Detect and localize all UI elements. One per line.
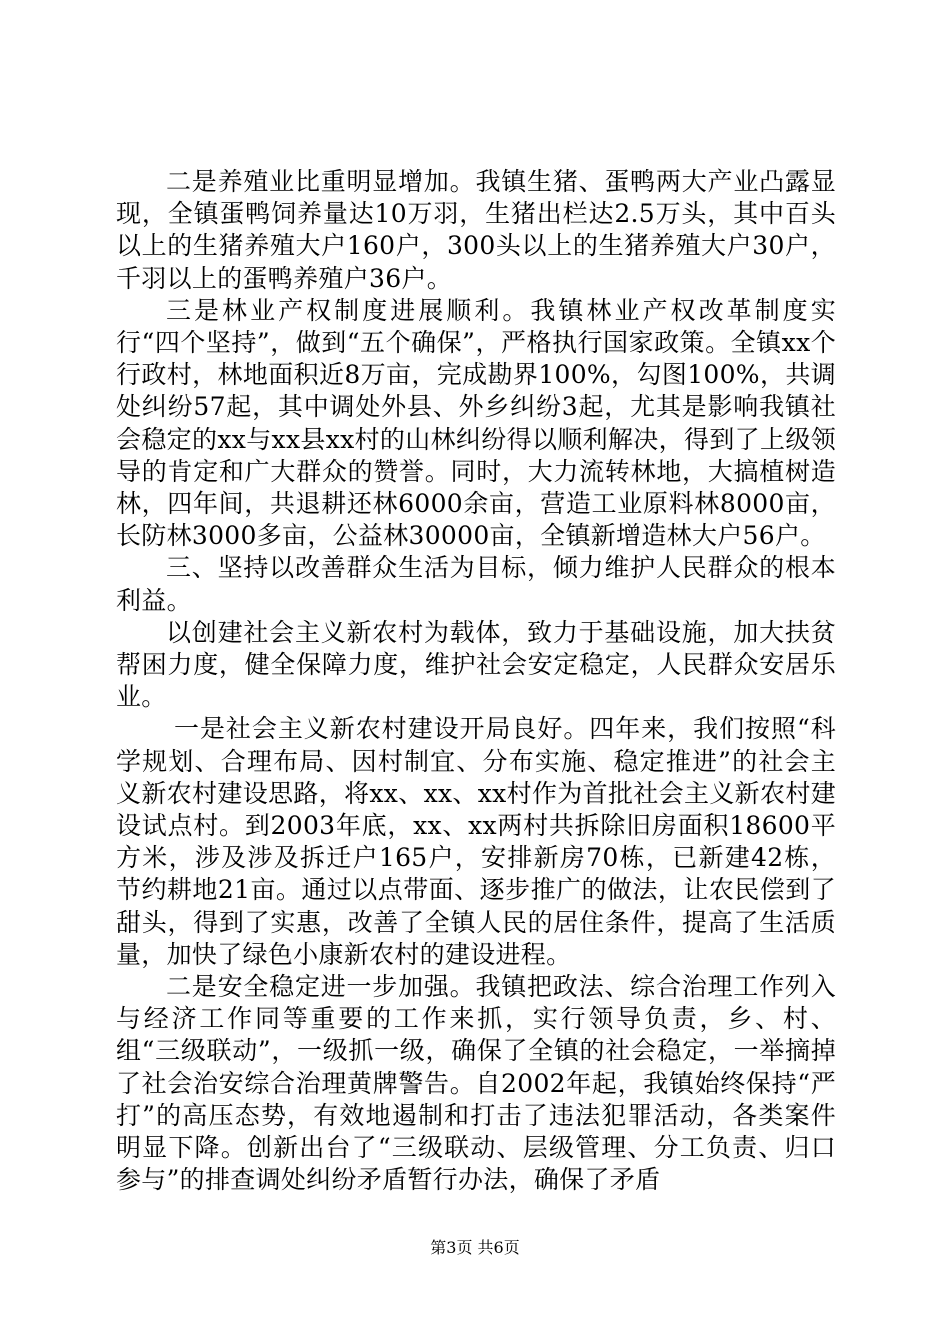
paragraph-breeding: 二是养殖业比重明显增加。我镇生猪、蛋鸭两大产业凸露显现，全镇蛋鸭饲养量达10万羽，生猪出栏达2.5万头，其中百头以上的生猪养殖大户160户，300头以上的生猪养殖大户30户，千羽以上的蛋鸭养殖户36户。 bbox=[116, 167, 836, 293]
paragraph-section-three-heading: 三、坚持以改善群众生活为目标，倾力维护人民群众的根本利益。 bbox=[116, 553, 836, 615]
page-footer bbox=[0, 1238, 950, 1258]
paragraph-safety-stability: 二是安全稳定进一步加强。我镇把政法、综合治理工作列入与经济工作同等重要的工作来抓，实行领导负责，乡、村、组“三级联动”，一级抓一级，确保了全镇的社会稳定，一举摘掉了社会治安综合治理黄牌警告。自2002年起，我镇始终保持“严打”的高压态势，有效地遏制和打击了违法犯罪活动，各类案件明显下降。创新出台了“三级联动、层级管理、分工负责、归口参与”的排查调处纠纷矛盾暂行办法，确保了矛盾 bbox=[116, 972, 836, 1195]
paragraph-new-countryside: 一是社会主义新农村建设开局良好。四年来，我们按照“科学规划、合理布局、因村制宜、分布实施、稳定推进”的社会主义新农村建设思路，将xx、xx、xx村作为首批社会主义新农村建设试点村。到2003年底，xx、xx两村共拆除旧房面积18600平方米，涉及涉及拆迁户165户，安排新房70栋，已新建42栋，节约耕地21亩。通过以点带面、逐步推广的做法，让农民偿到了甜头，得到了实惠，改善了全镇人民的居住条件，提高了生活质量，加快了绿色小康新农村的建设进程。 bbox=[116, 714, 836, 969]
document-body bbox=[116, 166, 836, 1197]
paragraph-forestry: 三是林业产权制度进展顺利。我镇林业产权改革制度实行“四个坚持”，做到“五个确保”，严格执行国家政策。全镇xx个行政村，林地面积近8万亩，完成勘界100%，勾图100%，共调处纠纷57起，其中调处外县、外乡纠纷3起，尤其是影响我镇社会稳定的xx与xx县xx村的山林纠纷得以顺利解决，得到了上级领导的肯定和广大群众的赞誉。同时，大力流转林地，大搞植树造林，四年间，共退耕还林6000余亩，营造工业原料林8000亩，长防林3000多亩，公益林30000亩，全镇新增造林大户56户。 bbox=[116, 295, 836, 551]
paragraph-new-countryside-intro: 以创建社会主义新农村为载体，致力于基础设施，加大扶贫帮困力度，健全保障力度，维护社会安定稳定，人民群众安居乐业。 bbox=[116, 617, 836, 712]
page-number: 第3页 共6页 bbox=[430, 1238, 520, 1257]
